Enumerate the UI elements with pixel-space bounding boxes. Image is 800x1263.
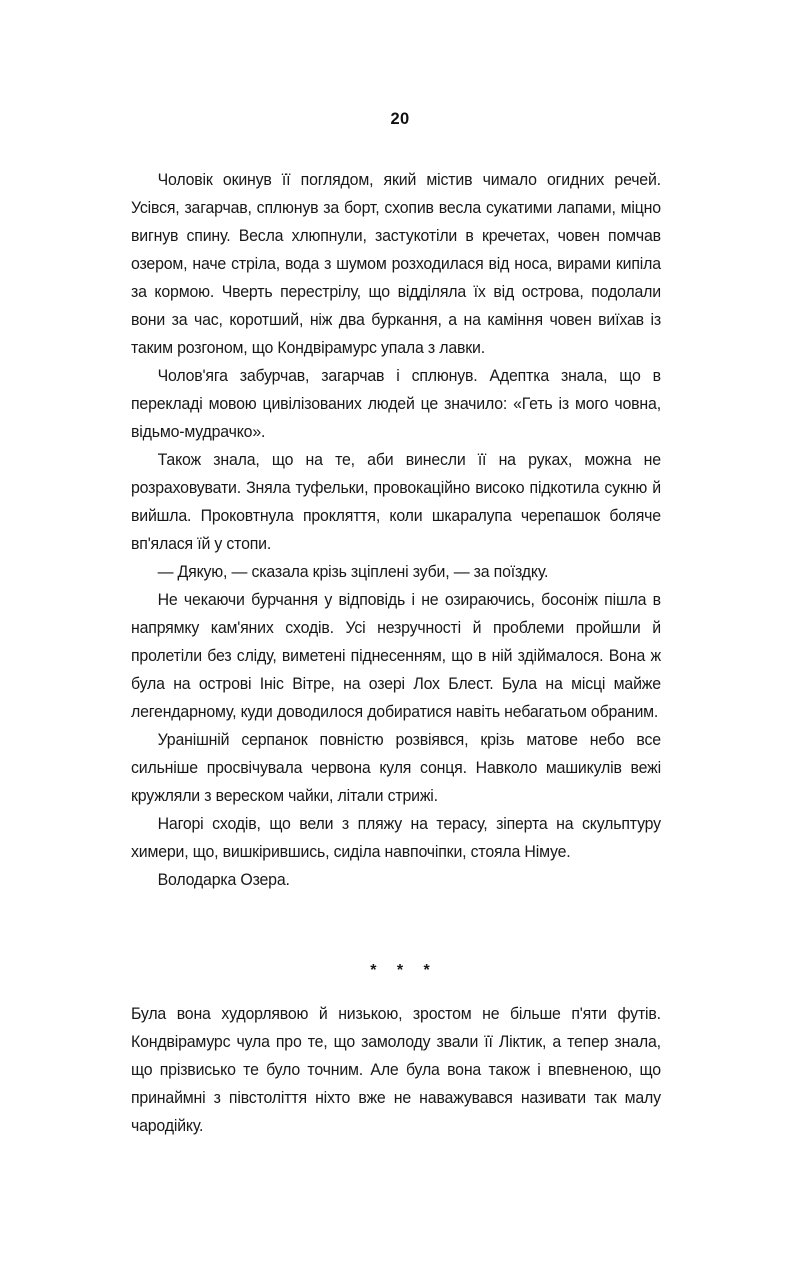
- paragraph: Нагорі сходів, що вели з пляжу на терасу, зіперта на скульптуру химери, що, вишкірившись, сиділа навпочіпки, стояла Німуе.: [131, 815, 661, 861]
- paragraph: Була вона худорлявою й низькою, зростом не більше п'яти футів. Кондвірамурс чула про те, що замолоду звали її Ліктик, а тепер знала, що прізвисько те було точним. Але була вона також і впевненою, що принаймні з півстоліття ніхто вже не наважувався називати так малу чародійку.: [131, 1005, 661, 1135]
- paragraph: Уранішній серпанок повністю розвіявся, крізь матове небо все сильніше просвічувала червона куля сонця. Навколо машикулів вежі кружляли з вереском чайки, літали стрижі.: [131, 731, 661, 805]
- scene-separator: * * *: [370, 962, 438, 979]
- paragraph: Не чекаючи бурчання у відповідь і не озираючись, босоніж пішла в напрямку кам'яних сходів. Усі незручності й проблеми пройшли й пролетіли без сліду, виметені піднесенням, що в ній здіймалося. Вона ж була на острові Інic Вітре, на озері Лох Блест. Була на місці майже легендарному, куди доводилося добиратися навіть небагатьом обраним.: [131, 591, 661, 721]
- paragraph: Володарка Озера.: [157, 871, 290, 889]
- dialogue-line: — Дякую, — сказала крізь зціплені зуби, — за поїздку.: [157, 563, 549, 581]
- page-number: 20: [390, 110, 410, 128]
- body-text-block: [131, 166, 669, 894]
- paragraph: Чолов'яга забурчав, загарчав і сплюнув. Адептка знала, що в перекладі мовою цивілізованих людей це значило: «Геть із мого човна, відьмо-мудрачко».: [131, 367, 661, 441]
- paragraph: Також знала, що на те, аби винесли її на руках, можна не розраховувати. Зняла туфельки, провокаційно високо підкотила сукню й вийшла. Проковтнула прокляття, коли шкаралупа черепашок боляче вп'ялася їй у стопи.: [131, 451, 661, 553]
- paragraph: Чоловік окинув її поглядом, який містив чимало огидних речей. Усівся, загарчав, сплюнув за борт, схопив весла сукатими лапами, міцно вигнув спину. Весла хлюпнули, застукотіли в кречетах, човен помчав озером, наче стріла, вода з шумом розходилася від носа, вирами кипіла за кормою. Чверть перестрілу, що відділяла їх від острова, подолали вони за час, коротший, ніж два буркання, а на каміння човен виїхав із таким розгоном, що Кондвірамурс упала з лавки.: [131, 171, 661, 357]
- body-text-block-after-separator: [131, 1000, 669, 1140]
